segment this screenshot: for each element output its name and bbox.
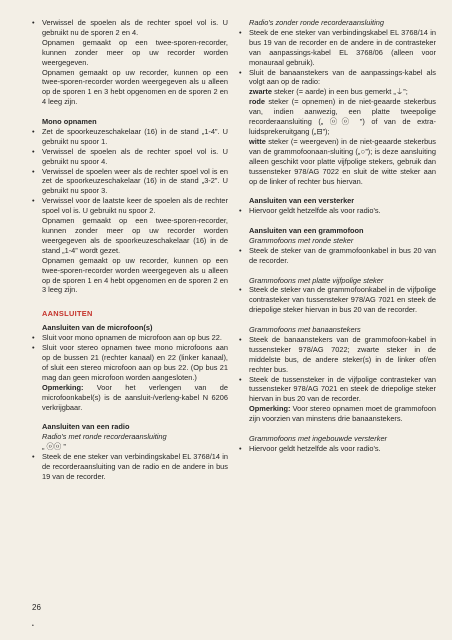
chapter-heading-aansluiten: AANSLUITEN [42,309,93,319]
page-number: 26 [32,603,41,612]
list-item: • Hiervoor geldt hetzelfde als voor radio's. [239,206,436,216]
note-label: Opmerking: [249,404,291,414]
paragraph: Opnamen gemaakt op een twee-sporen-recorder, kunnen zonder meer op uw recorder worden weergegeven als de spoorkeuzeschakelaar (16) in de stand „1-4” wordt gezet. [42,216,228,255]
paragraph: Opnamen gemaakt op uw recorder, kunnen op een twee-sporen-recorder worden weergegeven als u alleen op de sporen 1 en 4 hebt opgenomen en de sporen 2 en 3 leeg zijn. [42,255,228,295]
wire-instruction-witte [239,137,436,187]
footer-mark: • [32,623,34,629]
subheading: Grammofoons met ingebouwde versterker [249,433,388,443]
section-heading-microfoon: Aansluiten van de microfoon(s) [42,323,153,333]
list-item: • Steek de ene steker van verbindingskabel EL 3768/14 in bus 19 van de recorder en de andere in de contrasteker van aanpassings-kabel EL 3768/06 (alleen voor monauraal gebruik). [239,28,436,68]
section-heading-mono: Mono opnamen [42,117,97,127]
section-heading-radio: Aansluiten van een radio [42,422,130,432]
subheading: Grammofoons met ronde steker [249,235,354,245]
connector-symbol: „ ⓞⓞ ” [42,442,66,452]
wire-label: rode [249,97,266,107]
paragraph: Opnamen gemaakt op uw recorder, kunnen op een twee-sporen-recorder worden weergegeven als u alleen op de sporen 1 en 3 hebt opgenomen en de sporen 2 en 4 leeg zijn. [42,67,228,107]
list-item: • Verwissel de spoelen als de rechter spoel vol is. U gebruikt nu de sporen 2 en 4. [32,18,228,38]
list-item: • Sluit voor stereo opnamen twee mono microfoons aan op de bussen 21 (rechter kanaal) en 22 (linker kanaal), of sluit een stereo microfoon aan op bus 22. (Op bus 21 mag dan geen microfoon worden aangesloten.) [32,343,228,383]
subheading: Radio's zonder ronde recorderaansluiting [249,18,384,27]
list-item: • Sluit de banaanstekers van de aanpassings-kabel als volgt aan op de radio: [239,68,436,88]
subheading: Grammofoons met platte vijfpolige steker [249,275,384,285]
list-item: • Steek de steker van de grammofoonkabel in de vijfpolige contrasteker van tussensteker 978/AG 7021 en steek de driepolige steker hiervan in bus 20 van de recorder. [239,285,436,315]
note-text: Voor het verlengen van de microfoonkabel(s) is de aansluit-/verleng-kabel N 6206 verkrijgbaar. [42,382,228,412]
note-label: Opmerking: [42,382,84,392]
subheading: Grammofoons met banaanstekers [249,325,361,335]
wire-label: witte [249,136,266,146]
wire-text: steker (= opnemen) in de niet-geaarde stekerbus van, indien aanwezig, een platte tweepolige recorderaansluiting („ ⓞⓞ ”) of van de extra-luidsprekeruitgang („⊟”); [249,97,436,136]
wire-instruction-zwarte [239,87,436,97]
wire-text: steker (= weergeven) in de niet-geaarde stekerbus van de grammofoonaan-sluiting („○”); is deze aansluiting alleen geschikt voor platte vijfpolige stekers, gebruik dan tussensteker 978/AG 7022 en sluit de witte steker aan op de linker of rechter bus hiervan. [249,136,436,186]
list-item: • Steek de banaanstekers van de grammofoon-kabel in tussensteker 978/AG 7022; zwarte steker in de middelste bus, de andere steker(s) in de linker of/en rechter bus. [239,335,436,375]
list-item: • Sluit voor mono opnamen de microfoon aan op bus 22. [32,333,228,343]
subheading: Radio's met ronde recorderaansluiting [42,432,167,442]
note-paragraph [239,404,436,424]
note-text: Voor stereo opnamen moet de grammofoon zijn voorzien van minstens drie banaanstekers. [249,404,436,424]
list-item: • Verwissel de spoelen weer als de rechter spoel vol is en zet de spoorkeuzeschakelaar (16) in de stand „3-2”. U gebruikt nu spoor 3. [32,167,228,197]
list-item: • Zet de spoorkeuzeschakelaar (16) in de stand „1-4”. U gebruikt nu spoor 1. [32,127,228,147]
wire-instruction-rode [239,97,436,137]
list-item: • Hiervoor geldt hetzelfde als voor radio's. [239,444,436,454]
list-item: • Verwissel voor de laatste keer de spoelen als de rechter spoel vol is. U gebruikt nu spoor 2. [32,196,228,216]
section-heading-grammofoon: Aansluiten van een grammofoon [249,226,364,235]
list-item: • Verwissel de spoelen als de rechter spoel vol is. U gebruikt nu spoor 4. [32,147,228,167]
paragraph: Opnamen gemaakt op een twee-sporen-recorder, kunnen zonder meer op uw recorder worden weergegeven. [42,37,228,67]
list-item: • Steek de tussensteker in de vijfpolige contrasteker van tussensteker 978/AG 7021 en steek de driepolige steker hiervan in bus 20 van de recorder. [239,375,436,405]
list-item: • Steek de steker van de grammofoonkabel in bus 20 van de recorder. [239,246,436,266]
note-paragraph [32,383,228,413]
wire-text: steker (= aarde) in een bus gemerkt „⏚”; [272,87,408,97]
section-heading-versterker: Aansluiten van een versterker [249,196,355,206]
left-column [32,18,228,482]
wire-label: zwarte [249,87,273,97]
right-column [239,18,436,454]
list-item: • Steek de ene steker van verbindingskabel EL 3768/14 in de recorderaansluiting van de radio en de andere in bus 19 van de recorder. [32,452,228,482]
